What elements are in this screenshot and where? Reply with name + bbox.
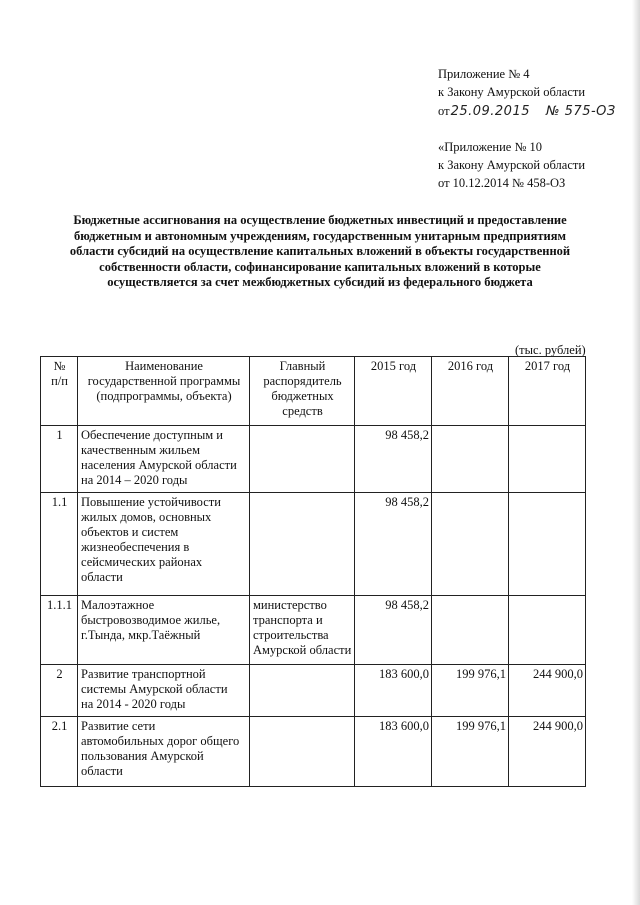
header-no: № п/п bbox=[41, 357, 78, 426]
row-distributor bbox=[250, 665, 355, 717]
row-2015: 98 458,2 bbox=[355, 493, 432, 596]
row-name: Развитие сети автомобильных дорог общего пользования Амурской области bbox=[78, 717, 250, 787]
prev-appendix-law: к Закону Амурской области bbox=[438, 158, 586, 172]
row-2015: 98 458,2 bbox=[355, 426, 432, 493]
title-line: осуществляется за счет межбюджетных субсидий из федерального бюджета bbox=[107, 275, 533, 289]
row-2016 bbox=[432, 493, 509, 596]
row-2015: 183 600,0 bbox=[355, 717, 432, 787]
units-label: (тыс. рублей) bbox=[515, 343, 586, 357]
budget-table bbox=[40, 356, 586, 787]
row-2016 bbox=[432, 596, 509, 665]
title-line: собственности области, софинансирование капитальных вложений в которые bbox=[99, 259, 541, 274]
row-2016: 199 976,1 bbox=[432, 665, 509, 717]
row-2015: 98 458,2 bbox=[355, 596, 432, 665]
appendix-law: к Закону Амурской области bbox=[438, 85, 586, 99]
appendix-date-prefix: от bbox=[438, 104, 450, 118]
table-header-row bbox=[41, 357, 586, 426]
page-edge-shadow bbox=[632, 0, 640, 905]
row-no: 1.1.1 bbox=[41, 596, 78, 665]
row-no: 1.1 bbox=[41, 493, 78, 596]
table-row bbox=[41, 493, 586, 596]
row-2015: 183 600,0 bbox=[355, 665, 432, 717]
title-line: области субсидий на осуществление капитальных вложений в объекты государственной bbox=[69, 244, 571, 258]
row-no: 2.1 bbox=[41, 717, 78, 787]
table-row bbox=[41, 596, 586, 665]
row-2017 bbox=[509, 426, 586, 493]
row-name: Повышение устойчивости жилых домов, основных объектов и систем жизнеобеспечения в сейсмических районах области bbox=[78, 493, 250, 596]
row-distributor: министерство транспорта и строительства Амурской области bbox=[250, 596, 355, 665]
appendix-date-line bbox=[438, 103, 616, 120]
row-2017: 244 900,0 bbox=[509, 665, 586, 717]
header-2015: 2015 год bbox=[355, 357, 432, 426]
table-row bbox=[41, 426, 586, 493]
handwritten-number: № 575-ОЗ bbox=[546, 104, 616, 119]
prev-appendix-title: «Приложение № 10 bbox=[438, 140, 543, 154]
table-row bbox=[41, 665, 586, 717]
row-2016 bbox=[432, 426, 509, 493]
header-distributor: Главный распорядитель бюджетных средств bbox=[250, 357, 355, 426]
title-line: Бюджетные ассигнования на осуществление бюджетных инвестиций и предоставление bbox=[73, 213, 567, 227]
row-2017 bbox=[509, 493, 586, 596]
header-2016: 2016 год bbox=[432, 357, 509, 426]
prev-appendix-date: от 10.12.2014 № 458-ОЗ bbox=[438, 176, 566, 190]
appendix-title: Приложение № 4 bbox=[438, 67, 530, 81]
row-no: 1 bbox=[41, 426, 78, 493]
row-name: Обеспечение доступным и качественным жильем населения Амурской области на 2014 – 2020 годы bbox=[78, 426, 250, 493]
row-2017: 244 900,0 bbox=[509, 717, 586, 787]
header-name: Наименование государственной программы (подпрограммы, объекта) bbox=[78, 357, 250, 426]
row-distributor bbox=[250, 493, 355, 596]
handwritten-date: 25.09.2015 bbox=[450, 104, 530, 119]
row-2016: 199 976,1 bbox=[432, 717, 509, 787]
row-2017 bbox=[509, 596, 586, 665]
title-line: бюджетным и автономным учреждениям, государственным унитарным предприятиям bbox=[74, 228, 566, 243]
header-2017: 2017 год bbox=[509, 357, 586, 426]
table-row bbox=[41, 717, 586, 787]
document-title bbox=[40, 213, 600, 291]
row-distributor bbox=[250, 717, 355, 787]
row-name: Развитие транспортной системы Амурской области на 2014 - 2020 годы bbox=[78, 665, 250, 717]
row-name: Малоэтажное быстровозводимое жилье, г.Тында, мкр.Таёжный bbox=[78, 596, 250, 665]
row-distributor bbox=[250, 426, 355, 493]
row-no: 2 bbox=[41, 665, 78, 717]
